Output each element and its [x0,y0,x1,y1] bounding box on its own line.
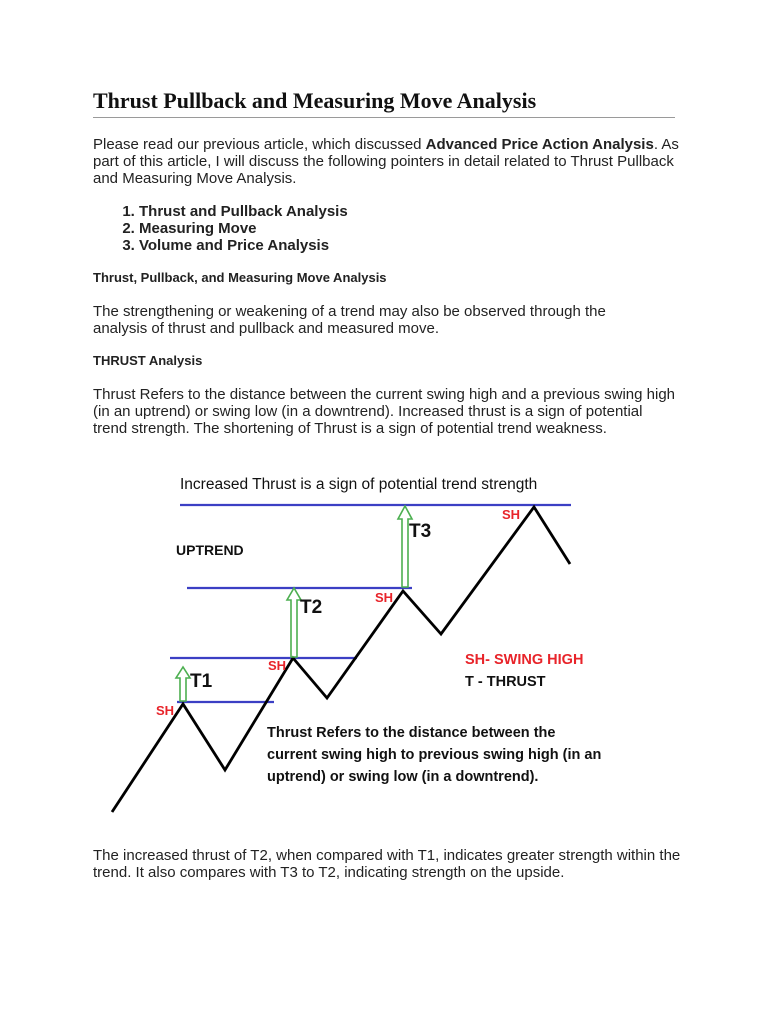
legend-swing-high: SH- SWING HIGH [465,652,584,668]
intro-paragraph [93,136,683,187]
page-title: Thrust Pullback and Measuring Move Analysis [93,88,675,118]
diagram-title: Increased Thrust is a sign of potential trend strength [180,476,538,493]
section-heading-thrust-pullback: Thrust, Pullback, and Measuring Move Analysis [93,270,387,285]
swing-high-label: SH [375,590,394,605]
list-item: 2. Measuring Move [139,220,348,237]
thrust-label-t1: T1 [190,671,213,692]
thrust-comparison-paragraph: The increased thrust of T2, when compared with T1, indicates greater strength within the trend. It also compares with T3 to T2, indicating strength on the upside. [93,847,681,881]
list-item: 1. Thrust and Pullback Analysis [139,203,348,220]
diagram-caption-line: current swing high to previous swing high (in an [267,747,602,763]
diagram-caption-line: uptrend) or swing low (in a downtrend). [267,769,539,785]
advanced-price-action-link[interactable]: Advanced Price Action Analysis [425,136,654,153]
swing-high-label: SH [502,507,521,522]
swing-high-label: SH [156,703,175,718]
diagram-caption-line: Thrust Refers to the distance between the [267,725,556,741]
thrust-diagram-svg [94,467,659,822]
intro-text-before: Please read our previous article, which discussed [93,136,426,153]
uptrend-label: UPTREND [176,542,244,558]
intro-text-after: . As part of this article, I will discuss the following pointers in detail related to Thrust Pullback and Measuring Move Analysis. [93,136,679,187]
thrust-label-t2: T2 [300,597,323,618]
swing-high-label: SH [268,658,287,673]
thrust-definition-paragraph: Thrust Refers to the distance between the current swing high and a previous swing high (in an uptrend) or swing low (in a downtrend). Increased thrust is a sign of potential trend strength. The shortening of Thrust is a sign of potential trend weakness. [93,386,675,437]
list-item: 3. Volume and Price Analysis [139,237,348,254]
section-heading-thrust-analysis: THRUST Analysis [93,353,203,368]
thrust-pullback-paragraph: The strengthening or weakening of a trend may also be observed through the analysis of thrust and pullback and measured move. [93,303,606,337]
thrust-label-t3: T3 [409,521,432,542]
legend-thrust: T - THRUST [465,674,546,690]
pointer-list [93,203,348,254]
thrust-diagram [94,467,659,822]
